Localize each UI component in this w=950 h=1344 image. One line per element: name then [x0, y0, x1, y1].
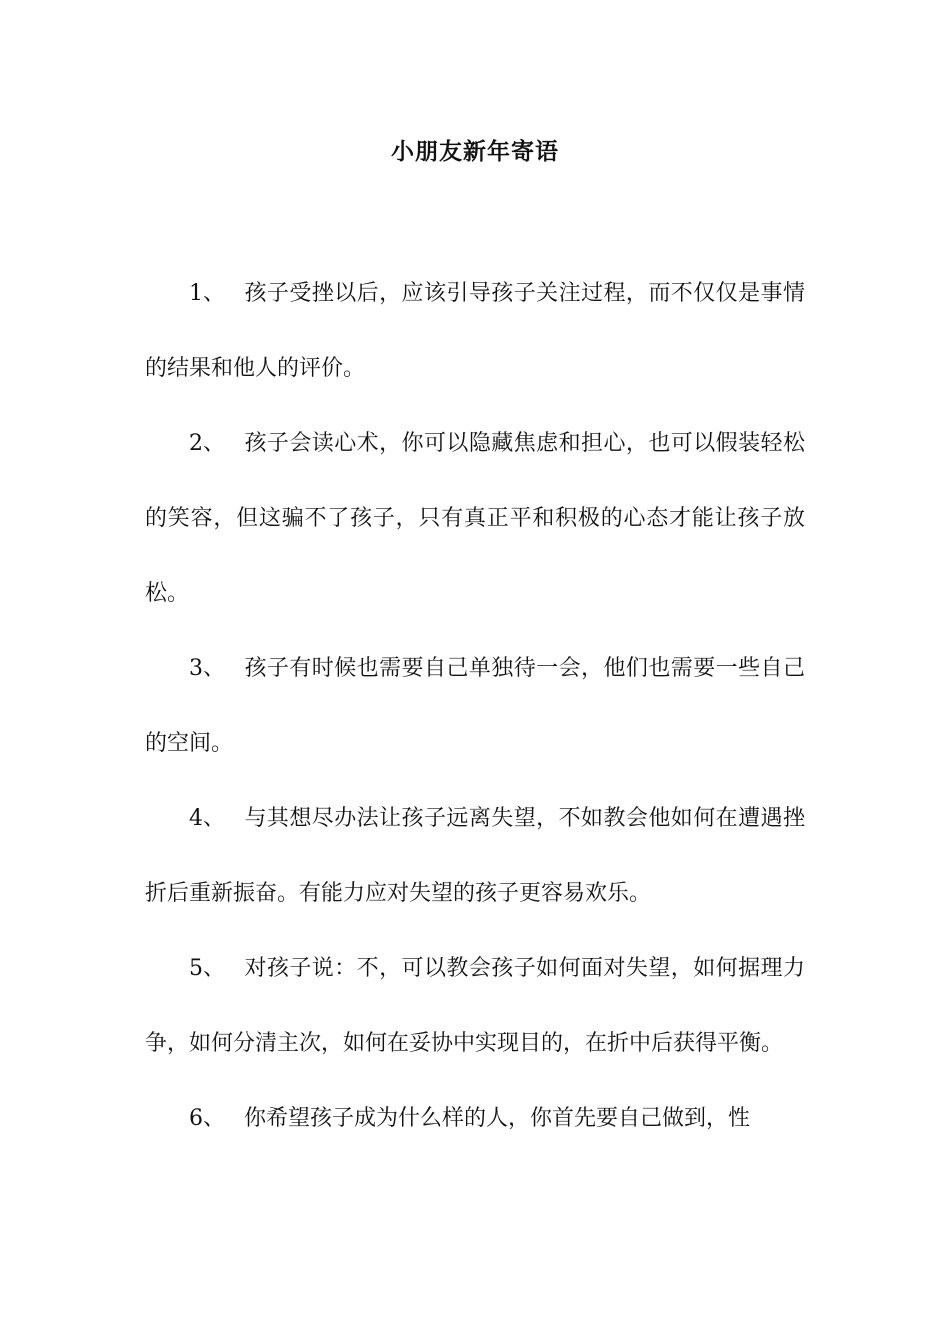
paragraph-3: [145, 631, 805, 781]
paragraph-number: 2、: [189, 431, 225, 456]
document-title: 小朋友新年寄语: [391, 138, 559, 165]
paragraph-text: 与其想尽办法让孩子远离失望，不如教会他如何在遭遇挫折后重新振奋。有能力应对失望的孩子更容易欢乐。: [145, 806, 805, 906]
paragraph-number: 4、: [189, 806, 225, 831]
paragraph-2: [145, 406, 805, 631]
paragraph-number: 5、: [189, 956, 225, 981]
paragraph-6: [145, 1081, 805, 1156]
paragraph-4: [145, 781, 805, 931]
paragraph-number: 6、: [189, 1106, 225, 1131]
paragraph-number: 3、: [189, 656, 225, 681]
paragraph-text: 孩子有时候也需要自己单独待一会，他们也需要一些自己的空间。: [145, 656, 805, 756]
document-body: [145, 256, 805, 1156]
paragraph-number: 1、: [189, 281, 225, 306]
document-page: [145, 0, 805, 1344]
paragraph-text: 对孩子说：不，可以教会孩子如何面对失望，如何据理力争，如何分清主次，如何在妥协中实现目的，在折中后获得平衡。: [145, 956, 805, 1056]
paragraph-5: [145, 931, 805, 1081]
paragraph-text: 孩子受挫以后，应该引导孩子关注过程，而不仅仅是事情的结果和他人的评价。: [145, 281, 805, 381]
paragraph-1: [145, 256, 805, 406]
paragraph-text: 你希望孩子成为什么样的人，你首先要自己做到，性: [244, 1106, 751, 1131]
paragraph-text: 孩子会读心术，你可以隐藏焦虑和担心，也可以假装轻松的笑容，但这骗不了孩子，只有真正平和积极的心态才能让孩子放松。: [145, 431, 805, 606]
